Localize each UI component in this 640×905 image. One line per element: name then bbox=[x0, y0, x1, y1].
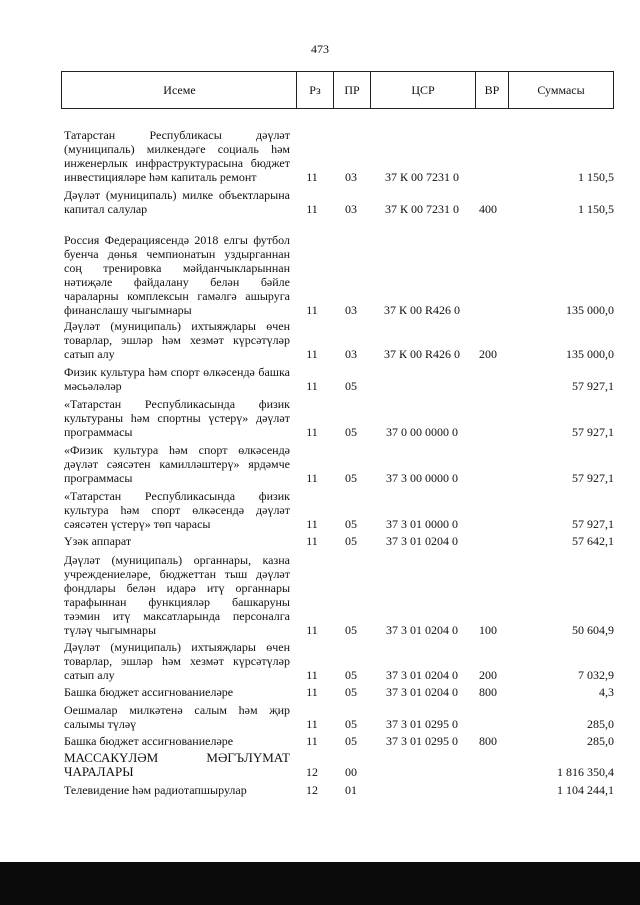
row-rz: 11 bbox=[306, 517, 318, 531]
row-name: Татарстан Республикасы дәүләт (муниципаль) милкендәге социаль һәм инженерлык инфраструктурасына бюджет инвестицияләре һәм капиталь ремонт bbox=[64, 128, 290, 184]
row-rz: 11 bbox=[306, 623, 318, 637]
row-pr: 05 bbox=[345, 734, 357, 748]
row-vr: 200 bbox=[479, 347, 497, 361]
row-pr: 03 bbox=[345, 347, 357, 361]
row-csr: 37 3 01 0204 0 bbox=[386, 534, 458, 548]
row-sum: 57 927,1 bbox=[572, 379, 614, 393]
row-name: МАССАКҮЛӘМ МӘГЪЛҮМАТ ЧАРАЛАРЫ bbox=[64, 750, 290, 779]
table-row bbox=[0, 703, 640, 731]
row-rz: 11 bbox=[306, 425, 318, 439]
row-rz: 11 bbox=[306, 303, 318, 317]
header-csr: ЦСР bbox=[411, 83, 435, 97]
table-row bbox=[0, 396, 640, 439]
row-pr: 05 bbox=[345, 685, 357, 699]
row-vr: 100 bbox=[479, 623, 497, 637]
table-row bbox=[0, 533, 640, 548]
row-csr: 37 3 01 0204 0 bbox=[386, 668, 458, 682]
row-rz: 11 bbox=[306, 717, 318, 731]
row-rz: 12 bbox=[306, 765, 318, 779]
row-csr: 37 3 01 0295 0 bbox=[386, 717, 458, 731]
row-rz: 12 bbox=[306, 783, 318, 797]
table-row bbox=[0, 217, 640, 317]
row-rz: 11 bbox=[306, 379, 318, 393]
row-csr: 37 3 01 0204 0 bbox=[386, 623, 458, 637]
table-row bbox=[0, 365, 640, 393]
page-number: 473 bbox=[311, 42, 329, 56]
row-sum: 57 642,1 bbox=[572, 534, 614, 548]
row-sum: 285,0 bbox=[587, 734, 614, 748]
row-rz: 11 bbox=[306, 471, 318, 485]
row-name: Телевидение һәм радиотапшырулар bbox=[64, 783, 247, 797]
row-name: «Татарстан Республикасында физик культура һәм спорт өлкәсендә дәүләт сәясәтен үстерү» төп чарасы bbox=[64, 489, 290, 531]
row-csr: 37 К 00 R426 0 bbox=[383, 303, 460, 317]
table-row bbox=[0, 684, 640, 699]
row-rz: 11 bbox=[306, 202, 318, 216]
row-csr: 37 3 01 0295 0 bbox=[386, 734, 458, 748]
row-sum: 4,3 bbox=[599, 685, 614, 699]
row-csr: 37 3 01 0000 0 bbox=[386, 517, 458, 531]
row-pr: 01 bbox=[345, 783, 357, 797]
row-sum: 285,0 bbox=[587, 717, 614, 731]
row-pr: 00 bbox=[345, 765, 357, 779]
table-row bbox=[0, 551, 640, 637]
row-pr: 05 bbox=[345, 668, 357, 682]
row-sum: 1 104 244,1 bbox=[557, 783, 614, 797]
scan-border bbox=[0, 862, 640, 905]
row-sum: 135 000,0 bbox=[566, 347, 614, 361]
row-rz: 11 bbox=[306, 534, 318, 548]
table-row bbox=[0, 442, 640, 485]
row-pr: 03 bbox=[345, 202, 357, 216]
row-sum: 57 927,1 bbox=[572, 517, 614, 531]
row-pr: 03 bbox=[345, 303, 357, 317]
row-name: Дәүләт (муниципаль) милке объектларына капитал салулар bbox=[64, 188, 290, 216]
row-csr: 37 К 00 7231 0 bbox=[384, 202, 459, 216]
row-name: «Татарстан Республикасында физик культураны һәм спортны үстерү» дәүләт программасы bbox=[64, 397, 290, 439]
row-name: Дәүләт (муниципаль) органнары, казна учреждениеләре, бюджеттан тыш дәүләт фондлары белән идарә итү органнары тарафыннан функцияләр башкаруны тәэмин итү максатларында персоналга түләү чыгымнары bbox=[64, 553, 290, 637]
row-name: Башка бюджет ассигнованиеләре bbox=[64, 734, 234, 748]
row-rz: 11 bbox=[306, 734, 318, 748]
row-csr: 37 К 00 R426 0 bbox=[383, 347, 460, 361]
row-pr: 05 bbox=[345, 471, 357, 485]
header-rz: Рз bbox=[309, 83, 321, 97]
table-row bbox=[0, 638, 640, 682]
row-vr: 400 bbox=[479, 202, 497, 216]
row-vr: 800 bbox=[479, 685, 497, 699]
row-sum: 57 927,1 bbox=[572, 471, 614, 485]
row-csr: 37 3 00 0000 0 bbox=[386, 471, 458, 485]
row-pr: 05 bbox=[345, 517, 357, 531]
row-pr: 05 bbox=[345, 623, 357, 637]
row-pr: 05 bbox=[345, 379, 357, 393]
table-row bbox=[0, 750, 640, 779]
row-name: Дәүләт (муниципаль) ихтыяҗлары өчен товарлар, эшләр һәм хезмәт күрсәтүләр сатып алу bbox=[64, 319, 290, 361]
row-rz: 11 bbox=[306, 685, 318, 699]
row-rz: 11 bbox=[306, 170, 318, 184]
row-name: Башка бюджет ассигнованиеләре bbox=[64, 685, 234, 699]
row-sum: 57 927,1 bbox=[572, 425, 614, 439]
table-row bbox=[0, 116, 640, 184]
table-row bbox=[0, 733, 640, 748]
row-rz: 11 bbox=[306, 347, 318, 361]
row-pr: 05 bbox=[345, 425, 357, 439]
row-vr: 200 bbox=[479, 668, 497, 682]
row-name: Үзәк аппарат bbox=[64, 534, 132, 548]
table-row bbox=[0, 488, 640, 531]
row-pr: 03 bbox=[345, 170, 357, 184]
header-vr: ВР bbox=[484, 83, 500, 97]
header-name: Исеме bbox=[163, 83, 196, 97]
row-name: Дәүләт (муниципаль) ихтыяҗлары өчен товарлар, эшләр һәм хезмәт күрсәтүләр сатып алу bbox=[64, 640, 290, 682]
row-vr: 800 bbox=[479, 734, 497, 748]
row-name: «Физик культура һәм спорт өлкәсендә дәүләт сәясәтен камилләштерү» ярдәмче программасы bbox=[64, 443, 290, 485]
table-row bbox=[0, 318, 640, 361]
header-sum: Суммасы bbox=[537, 83, 585, 97]
row-csr: 37 0 00 0000 0 bbox=[386, 425, 458, 439]
row-sum: 1 816 350,4 bbox=[557, 765, 614, 779]
row-csr: 37 3 01 0204 0 bbox=[386, 685, 458, 699]
row-pr: 05 bbox=[345, 717, 357, 731]
row-sum: 1 150,5 bbox=[578, 170, 614, 184]
row-name: Россия Федерациясендә 2018 елгы футбол буенча дөнья чемпионатын уздырганнан соң тренировка мәйданчыкларыннан нәтиҗәле файдалану белән бәйле чараларны комплексын гамәлгә ашыруга финанслашу чыгымнары bbox=[64, 233, 290, 317]
row-rz: 11 bbox=[306, 668, 318, 682]
table-row bbox=[0, 185, 640, 216]
header-pr: ПР bbox=[344, 83, 360, 97]
row-sum: 1 150,5 bbox=[578, 202, 614, 216]
row-name: Физик культура һәм спорт өлкәсендә башка мәсьәләләр bbox=[64, 365, 290, 393]
row-sum: 7 032,9 bbox=[578, 668, 614, 682]
row-csr: 37 К 00 7231 0 bbox=[384, 170, 459, 184]
row-name: Оешмалар милкәтенә салым һәм җир салымы түләү bbox=[64, 703, 290, 731]
row-sum: 135 000,0 bbox=[566, 303, 614, 317]
table-row bbox=[0, 781, 640, 797]
table-header bbox=[61, 71, 614, 109]
row-sum: 50 604,9 bbox=[572, 623, 614, 637]
row-pr: 05 bbox=[345, 534, 357, 548]
